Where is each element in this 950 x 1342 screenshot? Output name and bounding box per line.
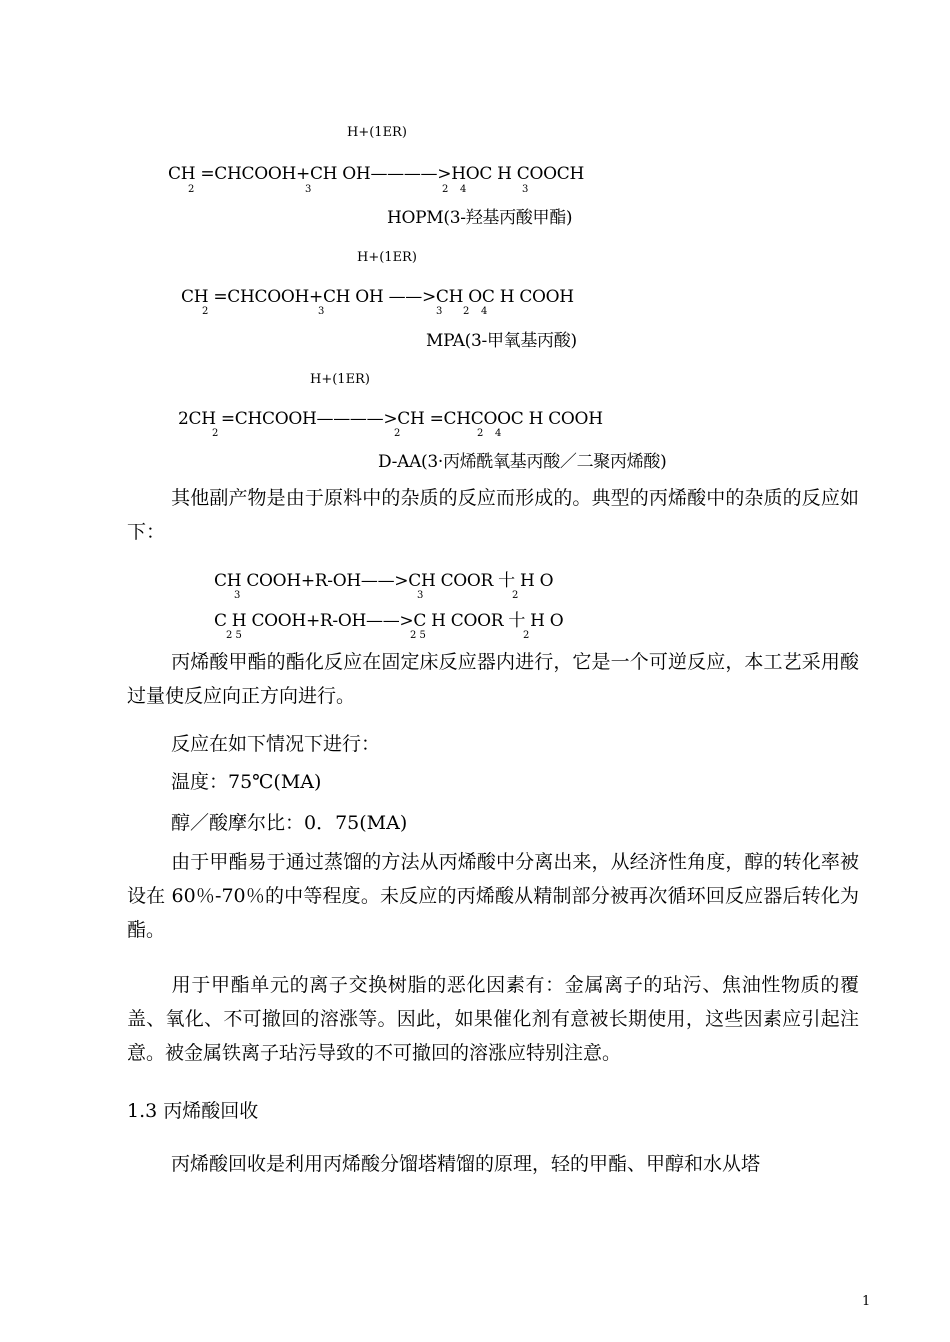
reaction-3-subscript: 4 <box>495 428 502 439</box>
paragraph-recovery: 丙烯酸回收是利用丙烯酸分馏塔精馏的原理，轻的甲酯、甲醇和水从塔 <box>171 1153 761 1175</box>
paragraph-byproducts: 其他副产物是由于原料中的杂质的反应而形成的。典型的丙烯酸中的杂质的反应如下： <box>127 487 859 543</box>
paragraph-esterification: 丙烯酸甲酯的酯化反应在固定床反应器内进行，它是一个可逆反应，本工艺采用酸过量使反应向正方向进行。 <box>127 651 859 707</box>
condition-molar-ratio: 醇／酸摩尔比：0．75(MA) <box>171 812 408 834</box>
reaction-2-product-name: MPA(3-甲氧基丙酸) <box>426 331 577 351</box>
page-number: 1 <box>862 1294 871 1309</box>
reaction-3-subscript: 2 <box>477 428 484 439</box>
reaction-2-subscript: 2 <box>463 306 470 317</box>
impurity-reaction-1: CH COOH+R-OH——>CH COOR 十 H O <box>214 571 554 591</box>
reaction-1-subscript: 4 <box>460 184 467 195</box>
reaction-2-subscript: 4 <box>481 306 488 317</box>
reaction-1-catalyst: H+(1ER) <box>347 125 407 140</box>
impurity-reaction-2: C H COOH+R-OH——>C H COOR 十 H O <box>214 611 564 631</box>
impurity-reaction-1-subscript: 3 <box>234 590 241 601</box>
impurity-reaction-2-subscript: 2 5 <box>226 630 242 641</box>
reaction-1-product-name: HOPM(3-羟基丙酸甲酯) <box>387 208 573 228</box>
reaction-1-subscript: 3 <box>305 184 312 195</box>
reaction-2-catalyst: H+(1ER) <box>357 250 417 265</box>
reaction-3-catalyst: H+(1ER) <box>310 372 370 387</box>
section-heading: 1.3 丙烯酸回收 <box>127 1100 259 1122</box>
reaction-2-subscript: 2 <box>202 306 209 317</box>
reaction-1-subscript: 2 <box>188 184 195 195</box>
reaction-1-subscript: 3 <box>522 184 529 195</box>
reaction-3-equation: 2CH =CHCOOH————>CH =CHCOOC H COOH <box>178 409 603 429</box>
impurity-reaction-2-subscript: 2 5 <box>410 630 426 641</box>
reaction-2-equation: CH =CHCOOH+CH OH ——>CH OC H COOH <box>181 287 574 307</box>
reaction-2-subscript: 3 <box>436 306 443 317</box>
paragraph-ion-exchange-resin: 用于甲酯单元的离子交换树脂的恶化因素有：金属离子的玷污、焦油性物质的覆盖、氧化、不可撤回的溶涨等。因此，如果催化剂有意被长期使用，这些因素应引起注意。被金属铁离子玷污导致的不可撤回的溶涨应特别注意。 <box>127 974 859 1064</box>
paragraph-conversion: 由于甲酯易于通过蒸馏的方法从丙烯酸中分离出来，从经济性角度，醇的转化率被设在 60％-70％的中等程度。未反应的丙烯酸从精制部分被再次循环回反应器后转化为酯。 <box>127 851 859 941</box>
reaction-3-product-name: D-AA(3·丙烯酰氧基丙酸／二聚丙烯酸) <box>378 452 667 472</box>
reaction-3-subscript: 2 <box>212 428 219 439</box>
reaction-1-subscript: 2 <box>442 184 449 195</box>
reaction-1-equation: CH =CHCOOH+CH OH————>HOC H COOCH <box>168 164 585 184</box>
conditions-intro: 反应在如下情况下进行： <box>171 733 381 755</box>
impurity-reaction-2-subscript: 2 <box>523 630 530 641</box>
impurity-reaction-1-subscript: 2 <box>512 590 519 601</box>
reaction-2-subscript: 3 <box>318 306 325 317</box>
reaction-3-subscript: 2 <box>394 428 401 439</box>
condition-temperature: 温度：75℃(MA) <box>171 771 322 793</box>
impurity-reaction-1-subscript: 3 <box>417 590 424 601</box>
